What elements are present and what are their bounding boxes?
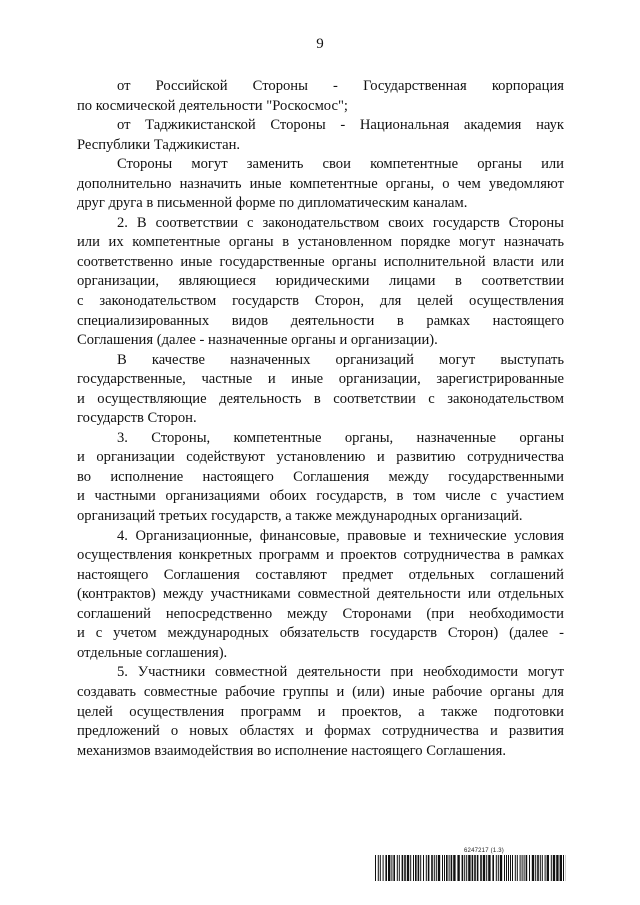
paragraph-line: (контрактов) между участниками совместной деятельности или отдельных [77,586,564,603]
paragraph-line: государственные, частные и иные организации, зарегистрированные [77,371,564,388]
paragraph-line: осуществления конкретных программ и проектов сотрудничества в рамках [77,547,564,564]
paragraph-line: дополнительно назначить иные компетентные органы, о чем уведомляют [77,175,564,192]
paragraph-line: от Таджикистанской Стороны - Национальная академия наук [117,117,564,134]
paragraph-line: механизмов взаимодействия во исполнение настоящего Соглашения. [77,742,506,759]
paragraph-line: или их компетентные органы в установленном порядке могут назначать [77,234,564,251]
paragraph-line: 5. Участники совместной деятельности при необходимости могут [117,664,564,681]
paragraph-line: создавать совместные рабочие группы и (или) иные рабочие органы для [77,683,564,700]
paragraph-line: 2. В соответствии с законодательством своих государств Стороны [117,214,564,231]
paragraph-line: и с учетом международных обязательств государств Сторон) (далее - [77,625,564,642]
paragraph-line: настоящего Соглашения составляют предмет отдельных соглашений [77,566,564,583]
paragraph-line: Соглашения (далее - назначенные органы и организации). [77,332,438,349]
paragraph-line: 4. Организационные, финансовые, правовые и технические условия [117,527,564,544]
paragraph-line: целей осуществления программ и проектов, а также подготовки [77,703,564,720]
paragraph-line: по космической деятельности "Роскосмос"; [77,97,348,114]
paragraph-line: предложений о новых областях и формах сотрудничества и развития [77,723,564,740]
paragraph-line: во исполнение настоящего Соглашения между государственными [77,468,564,485]
document-code: 6247217 (1.3) [464,848,504,854]
paragraph-line: В качестве назначенных организаций могут выступать [117,351,564,368]
paragraph-line: друг друга в письменной форме по дипломатическим каналам. [77,195,468,212]
paragraph-line: отдельные соглашения). [77,644,228,661]
paragraph-line: и осуществляющие деятельность в соответствии с законодательством [77,390,564,407]
paragraph-line: с законодательством государств Сторон, для целей осуществления [77,293,564,310]
paragraph-line: и организации содействуют установлению и развитию сотрудничества [77,449,564,466]
paragraph-line: специализированных видов деятельности в рамках настоящего [77,312,564,329]
barcode-image [375,855,566,881]
paragraph-line: Республики Таджикистан. [77,136,241,153]
paragraph-line: 3. Стороны, компетентные органы, назначенные органы [117,429,564,446]
paragraph-line: от Российской Стороны - Государственная корпорация [117,78,564,94]
paragraph-line: соглашений непосредственно между Сторонами (при необходимости [77,605,564,622]
paragraph-line: соответственно иные государственные органы исполнительной власти или [77,253,564,270]
paragraph-line: и частными организациями обоих государств, в том числе с участием [77,488,564,505]
paragraph-line: организаций третьих государств, а также международных организаций. [77,508,523,525]
paragraph-line: Стороны могут заменить свои компетентные органы или [117,156,564,173]
page-number: 9 [316,36,324,52]
paragraph-line: организации, являющиеся юридическими лицами в соответствии [77,273,564,290]
document-body [77,77,564,761]
paragraph-line: государств Сторон. [77,410,197,427]
